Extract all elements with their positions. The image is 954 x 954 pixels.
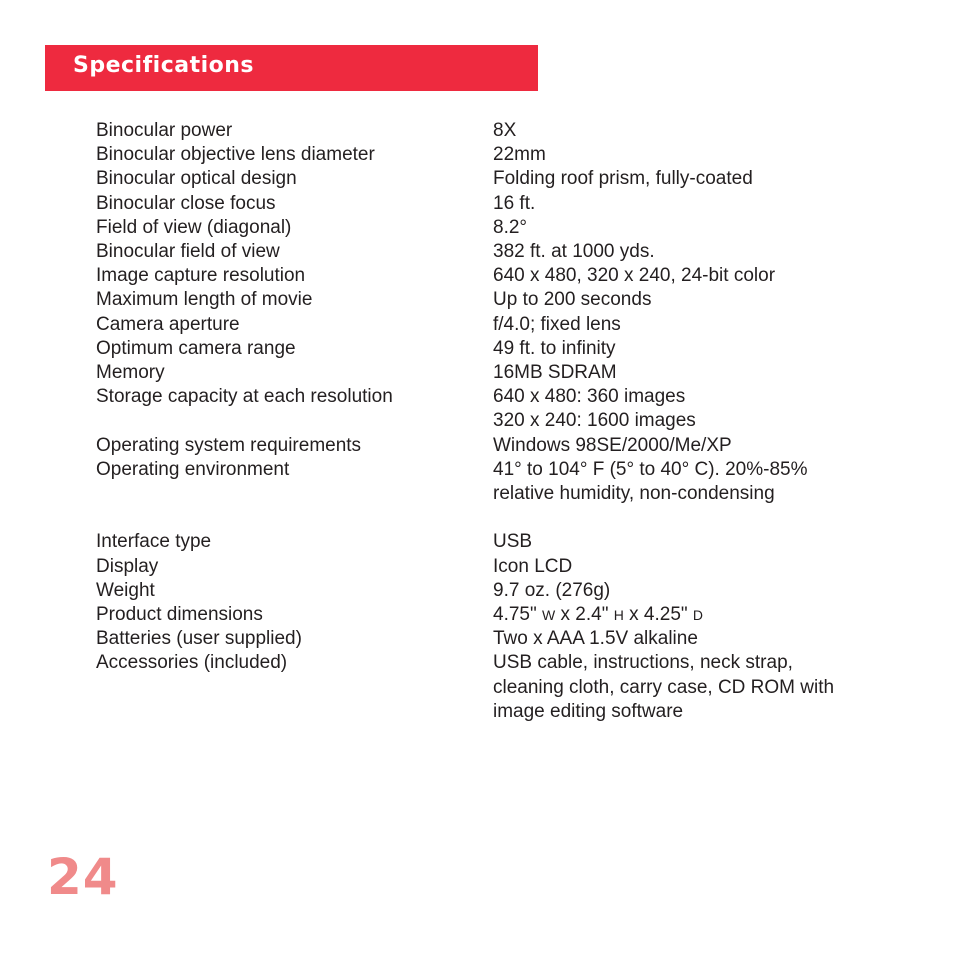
- spec-row: [96, 361, 896, 385]
- spec-label: Binocular power: [96, 120, 233, 141]
- spec-label: Binocular close focus: [96, 192, 276, 214]
- spec-value: Folding roof prism, fully-coated: [493, 168, 753, 190]
- spec-row: [96, 458, 896, 506]
- spec-label: Display: [96, 555, 159, 577]
- spec-row: [96, 313, 896, 337]
- spec-value: USB: [493, 531, 533, 553]
- spec-value: 640 x 480: 360 images 320 x 240: 1600 images: [493, 386, 696, 432]
- spec-label: Interface type: [96, 531, 212, 553]
- spec-row: [96, 434, 896, 458]
- spec-value: USB cable, instructions, neck strap, cleaning cloth, carry case, CD ROM with image editing software: [493, 652, 835, 722]
- spec-row: [96, 240, 896, 264]
- spec-label: Operating system requirements: [96, 434, 362, 456]
- spec-value: 49 ft. to infinity: [493, 337, 616, 359]
- spec-label: Operating environment: [96, 458, 290, 480]
- spec-label: Maximum length of movie: [96, 289, 313, 311]
- spec-label: Accessories (included): [96, 652, 288, 674]
- spec-row: [96, 651, 896, 724]
- spec-row: [96, 288, 896, 312]
- spec-label: Storage capacity at each resolution: [96, 386, 393, 408]
- spec-row: [96, 627, 896, 651]
- spec-label: Memory: [96, 362, 165, 384]
- spec-label: Binocular field of view: [96, 241, 280, 263]
- spec-value: 16MB SDRAM: [493, 362, 617, 384]
- spec-row: [96, 385, 896, 433]
- spec-label: Binocular optical design: [96, 168, 297, 190]
- specifications-list: [96, 119, 896, 724]
- section-header-banner: [45, 45, 538, 91]
- spec-row: [96, 264, 896, 288]
- spec-value: 8X: [493, 120, 517, 141]
- spec-value: 382 ft. at 1000 yds.: [493, 241, 655, 263]
- spec-label: Camera aperture: [96, 313, 240, 335]
- spec-row: [96, 530, 896, 554]
- spec-label: Binocular objective lens diameter: [96, 144, 375, 166]
- spec-row: [96, 555, 896, 579]
- spec-value: 22mm: [493, 144, 546, 166]
- spec-row: [96, 167, 896, 191]
- spec-value: 9.7 oz. (276g): [493, 579, 611, 601]
- spec-value: Two x AAA 1.5V alkaline: [493, 628, 698, 650]
- spec-label: Weight: [96, 579, 155, 601]
- page-title: Specifications: [73, 53, 255, 78]
- spec-value: Icon LCD: [493, 555, 573, 577]
- spec-label: Batteries (user supplied): [96, 628, 302, 650]
- spec-label: Optimum camera range: [96, 337, 296, 359]
- spec-value: f/4.0; fixed lens: [493, 313, 621, 335]
- spec-label: Product dimensions: [96, 604, 263, 626]
- spec-value: 4.75" W x 2.4" H x 4.25" D: [493, 604, 704, 626]
- spec-row: [96, 337, 896, 361]
- spec-row: [96, 579, 896, 603]
- spec-value: Up to 200 seconds: [493, 289, 652, 311]
- spec-row: [96, 216, 896, 240]
- spec-value: Windows 98SE/2000/Me/XP: [493, 434, 732, 456]
- spec-value: 8.2°: [493, 216, 528, 238]
- spec-value: 640 x 480, 320 x 240, 24-bit color: [493, 265, 776, 287]
- spec-row: [96, 603, 896, 627]
- spec-label: Field of view (diagonal): [96, 216, 292, 238]
- spec-value: 16 ft.: [493, 192, 536, 214]
- page-number: 24: [47, 848, 119, 906]
- spacer: [96, 506, 896, 530]
- spec-row: [96, 119, 896, 143]
- spec-label: Image capture resolution: [96, 265, 306, 287]
- spec-row: [96, 143, 896, 167]
- spec-value: 41° to 104° F (5° to 40° C). 20%-85% relative humidity, non-condensing: [493, 458, 808, 505]
- spec-row: [96, 192, 896, 216]
